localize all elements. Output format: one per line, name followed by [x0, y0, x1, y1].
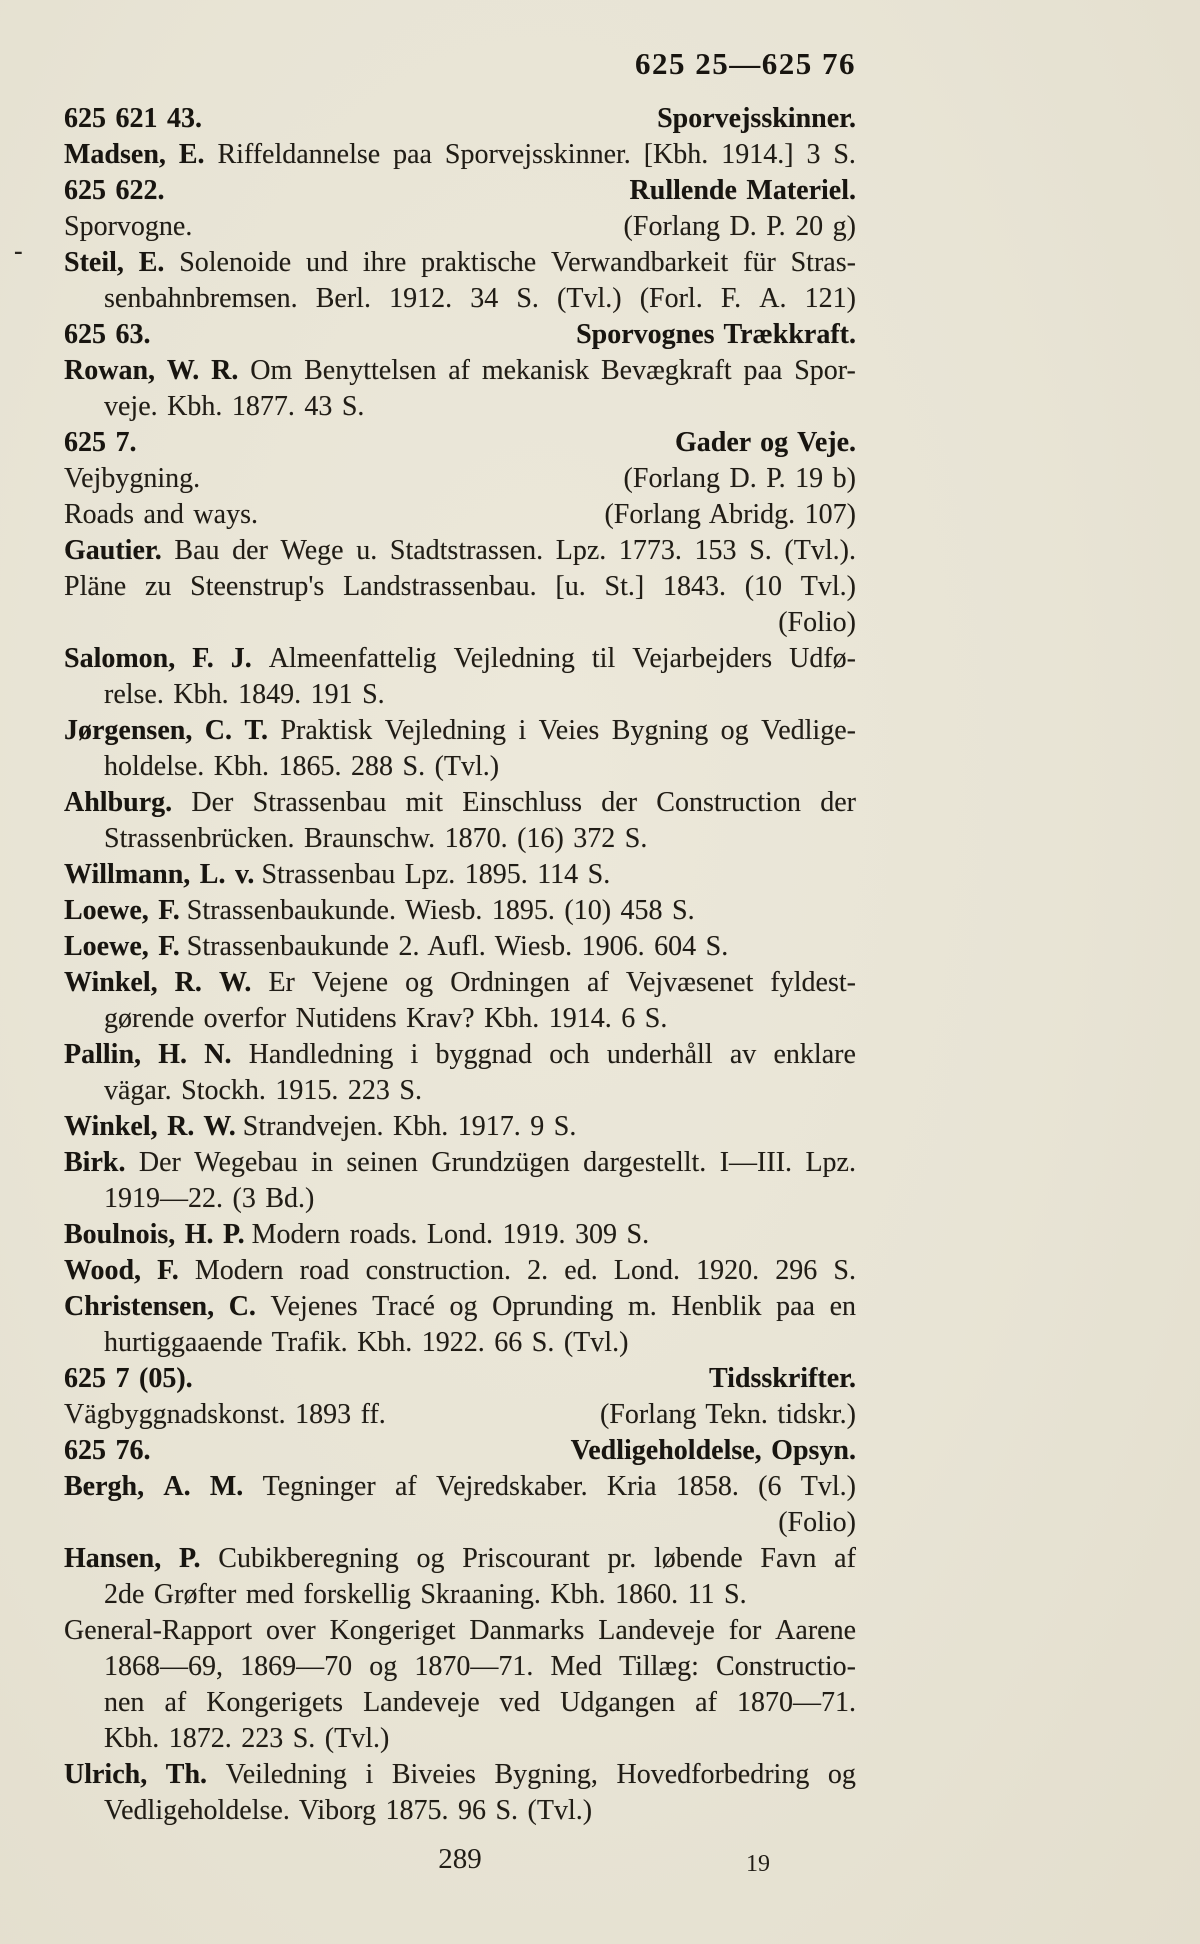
word: construction. [365, 1255, 511, 1286]
word: paa [743, 355, 783, 386]
word: Solenoide [179, 247, 292, 278]
entry-first-line [64, 785, 856, 821]
section-heading-line [64, 317, 856, 353]
entry-author-word: W. [218, 967, 252, 998]
entry-author-word: F. [192, 643, 214, 674]
word: seinen [346, 1147, 418, 1178]
word: S. [749, 535, 772, 566]
entry-text-line [64, 1613, 856, 1649]
word: af [587, 967, 609, 998]
word: Stras- [790, 247, 856, 278]
section-heading-line [64, 1361, 856, 1397]
section-code: 625 7 (05). [64, 1363, 193, 1394]
word: Vejledning [384, 715, 507, 746]
word: Tegninger [262, 1471, 376, 1502]
section-title: Sporvejsskinner. [657, 103, 856, 134]
word: i [365, 1759, 374, 1790]
entry-author-word: T. [244, 715, 269, 746]
entry-author-word: Winkel, [64, 967, 158, 998]
word: 1843. [662, 571, 726, 602]
word: Vejledning [453, 643, 575, 674]
entry-first-line [64, 533, 856, 569]
word: underhåll [606, 1039, 713, 1070]
word: Priscourant [462, 1543, 590, 1574]
word: der [232, 535, 268, 566]
entry-author-word: Bergh, [64, 1471, 145, 1502]
print-signature: 19 [746, 1851, 770, 1877]
word: 1870—71. [414, 1651, 534, 1682]
section-title: Rullende Materiel. [629, 175, 856, 206]
word: Vejvæsenet [625, 967, 754, 998]
entry-author-word: Madsen, [64, 139, 166, 170]
entry-author-word: C. [228, 1291, 256, 1322]
word: 153 [694, 535, 737, 566]
entry-text-line: 2de Grøfter med forskellig Skraaning. Kbh. 1860. 11 S. [104, 1579, 747, 1610]
entry-text-line: holdelse. Kbh. 1865. 288 S. (Tvl.) [104, 751, 500, 782]
word: Bevægkraft [600, 355, 732, 386]
word: Construction [656, 787, 801, 818]
word: Bygning [611, 715, 709, 746]
word: 121) [804, 283, 856, 314]
entry-author-word: Birk. [64, 1147, 126, 1178]
word: en [829, 1291, 856, 1322]
word: ed. [564, 1255, 598, 1286]
word: enklare [773, 1039, 856, 1070]
page-number: 289 [438, 1843, 482, 1875]
word: Tvl.) [800, 1471, 856, 1502]
section-heading-line [64, 173, 856, 209]
reference-note: (Forlang D. P. 19 b) [623, 463, 856, 494]
work-title: Vejbygning. [64, 463, 201, 494]
word: Der [191, 787, 234, 818]
word: Vejenes [270, 1291, 358, 1322]
word: Handledning [248, 1039, 394, 1070]
entry-first-line [64, 1145, 856, 1181]
word: und [306, 247, 349, 278]
entry-first-line [64, 965, 856, 1001]
word: och [549, 1039, 590, 1070]
word: Landstrassenbau. [343, 571, 537, 602]
word: Vejene [311, 967, 389, 998]
word: Berl. [315, 283, 371, 314]
word: Landeveje [363, 1687, 480, 1718]
word: af [695, 1687, 717, 1718]
entry-author-word: F. [157, 1255, 179, 1286]
word: Praktisk [280, 715, 373, 746]
entry-first-line [64, 353, 856, 389]
word: der [820, 787, 856, 818]
word: (Tvl.) [557, 283, 622, 314]
word: af [448, 355, 470, 386]
word: senbahnbremsen. [104, 283, 298, 314]
entry-author-word: E. [138, 247, 165, 278]
entry-author-word: N. [204, 1039, 232, 1070]
entry-text-line: hurtiggaaende Trafik. Kbh. 1922. 66 S. (Tvl.) [104, 1327, 629, 1358]
section-heading-line [64, 425, 856, 461]
word: byggnad [435, 1039, 532, 1070]
word: General-Rapport [64, 1615, 253, 1646]
word: Stadtstrassen. [389, 535, 544, 566]
entry-text-line: relse. Kbh. 1849. 191 S. [104, 679, 385, 710]
entry-author-word: Rowan, [64, 355, 156, 386]
word: pr. [607, 1543, 637, 1574]
word: Strassenbau [252, 787, 387, 818]
word: für [743, 247, 776, 278]
entry-author: Winkel, R. W. [64, 1111, 236, 1142]
word: for [728, 1615, 762, 1646]
word: paa [393, 139, 432, 170]
word: Bygning, [494, 1759, 598, 1790]
word: der [601, 787, 638, 818]
word: S. [833, 1255, 856, 1286]
word: i [518, 715, 527, 746]
word: Danmarks [469, 1615, 585, 1646]
entry-author-word: Salomon, [64, 643, 176, 674]
section-title: Vedligeholdelse, Opsyn. [570, 1435, 856, 1466]
word: Udgangen [560, 1687, 676, 1718]
text-column [64, 46, 856, 1829]
section-code: 625 76. [64, 1435, 151, 1466]
word: F. [720, 283, 742, 314]
word: Wege [280, 535, 344, 566]
entry-author-word: P. [179, 1543, 201, 1574]
entry-author-word: Ahlburg. [64, 787, 173, 818]
section-code: 625 621 43. [64, 103, 202, 134]
word: løbende [654, 1543, 743, 1574]
word: ihre [362, 247, 407, 278]
word: og [369, 1651, 398, 1682]
word: Om [250, 355, 293, 386]
word: Spor- [794, 355, 856, 386]
entry-author-word: R. [174, 967, 202, 998]
format-note-line: (Folio) [778, 607, 856, 638]
word: 3 [806, 139, 821, 170]
word: S. [516, 283, 539, 314]
word: ved [499, 1687, 541, 1718]
cross-reference-line [64, 497, 856, 533]
work-title: Roads and ways. [64, 499, 258, 530]
entry-text-line: 1919—22. (3 Bd.) [104, 1183, 315, 1214]
entry-author-word: M. [209, 1471, 244, 1502]
entry-author-word: Wood, [64, 1255, 142, 1286]
word: Almeenfattelig [268, 643, 437, 674]
word: I—III. [719, 1147, 793, 1178]
word: Vedlige- [761, 715, 856, 746]
entry-author-word: Christensen, [64, 1291, 215, 1322]
word: [Kbh. [643, 139, 709, 170]
word: 2. [527, 1255, 549, 1286]
word: Kongerigets [206, 1687, 344, 1718]
word: Bau [174, 535, 220, 566]
word: [u. [555, 571, 586, 602]
cross-reference-line [64, 209, 856, 245]
text-block [64, 101, 856, 1829]
reference-note: (Forlang Tekn. tidskr.) [599, 1399, 856, 1430]
entry-first-line: Loewe, F. Strassenbaukunde 2. Aufl. Wiesb. 1906. 604 S. [64, 931, 729, 962]
entry-first-line [64, 713, 856, 749]
entry-text-line: vägar. Stockh. 1915. 223 S. [104, 1075, 422, 1106]
word: Benyttelsen [304, 355, 437, 386]
word: praktische [421, 247, 537, 278]
word: Steenstrup's [190, 571, 325, 602]
entry-author-word: E. [178, 139, 205, 170]
entry-first-line: Loewe, F. Strassenbaukunde. Wiesb. 1895. (10) 458 S. [64, 895, 695, 926]
word: Landeveje [598, 1615, 715, 1646]
entry-author-word: Steil, [64, 247, 124, 278]
entry-first-line [64, 641, 856, 677]
word: i [410, 1039, 419, 1070]
word: 1868—69, [104, 1651, 223, 1682]
word: Hovedforbedring [616, 1759, 810, 1790]
word: Wegebau [194, 1147, 298, 1178]
word: mekanisk [481, 355, 590, 386]
section-title: Tidsskrifter. [708, 1363, 856, 1394]
section-code: 625 63. [64, 319, 151, 350]
word: Ordningen [450, 967, 570, 998]
entry-first-line [64, 1253, 856, 1289]
word: Cubikberegning [218, 1543, 399, 1574]
entry-author-word: W. [166, 355, 200, 386]
word: Tracé [372, 1291, 435, 1322]
word: u. [356, 535, 378, 566]
word: 1870—71. [736, 1687, 856, 1718]
word: Favn [760, 1543, 817, 1574]
word: Pläne [64, 571, 127, 602]
entry-author: Willmann, L. v. [64, 859, 255, 890]
word: Med [550, 1651, 602, 1682]
word: 1869—70 [240, 1651, 353, 1682]
entry-first-line: Willmann, L. v. Strassenbau Lpz. 1895. 114 S. [64, 859, 611, 890]
entry-text-line: Kbh. 1872. 223 S. (Tvl.) [104, 1723, 390, 1754]
word: Oprunding [492, 1291, 614, 1322]
word: af [834, 1543, 856, 1574]
word: Tvl.) [800, 571, 856, 602]
word: Verwandbarkeit [551, 247, 729, 278]
word: Kongeriget [329, 1615, 456, 1646]
section-title: Sporvognes Trækkraft. [576, 319, 856, 350]
format-note-line: (Folio) [778, 1507, 856, 1538]
word: av [729, 1039, 757, 1070]
word: Aarene [775, 1615, 856, 1646]
word: Veiledning [225, 1759, 347, 1790]
section-code: 625 622. [64, 175, 165, 206]
word: af [164, 1687, 187, 1718]
word: road [299, 1255, 350, 1286]
word: 34 [470, 283, 499, 314]
word: 1773. [618, 535, 682, 566]
word: Der [138, 1147, 181, 1178]
word: Sporvejsskinner. [444, 139, 631, 170]
word: og [416, 1543, 445, 1574]
word: Einschluss [462, 787, 583, 818]
word: nen [104, 1687, 145, 1718]
entry-text-line: Vedligeholdelse. Viborg 1875. 96 S. (Tvl.) [104, 1795, 593, 1826]
scan-artifact-mark: - [14, 236, 23, 265]
entry-text-line: gørende overfor Nutidens Krav? Kbh. 1914. 6 S. [104, 1003, 668, 1034]
word: zu [144, 571, 172, 602]
word: over [265, 1615, 316, 1646]
entry-text-line: veje. Kbh. 1877. 43 S. [104, 391, 365, 422]
entry-first-line [64, 245, 856, 281]
entry-first-line [64, 1289, 856, 1325]
word: in [311, 1147, 333, 1178]
word: fyldest- [770, 967, 856, 998]
entry-author-word: Pallin, [64, 1039, 142, 1070]
section-heading-line [64, 1433, 856, 1469]
entry-author: Boulnois, H. P. [64, 1219, 245, 1250]
word: (Tvl.). [784, 535, 856, 566]
word: S. [833, 139, 856, 170]
word: Lpz. [555, 535, 607, 566]
entry-first-line: Winkel, R. W. Strandvejen. Kbh. 1917. 9 S. [64, 1111, 577, 1142]
word: Kria [606, 1471, 657, 1502]
word: 1912. [389, 283, 453, 314]
entry-text-line [64, 281, 856, 317]
word: og [449, 1291, 478, 1322]
section-title: Gader og Veje. [674, 427, 856, 458]
word: dargestellt. [583, 1147, 707, 1178]
word: Constructio- [716, 1651, 856, 1682]
entry-author-word: Th. [165, 1759, 208, 1790]
entry-text-line [64, 569, 856, 605]
work-title: Sporvogne. [64, 211, 193, 242]
word: mit [405, 787, 443, 818]
word: 1858. [675, 1471, 739, 1502]
word: til [591, 643, 616, 674]
word: Riffeldannelse [217, 139, 381, 170]
word: Modern [194, 1255, 284, 1286]
entry-author-word: J. [230, 643, 252, 674]
entry-author: Loewe, F. [64, 931, 180, 962]
word: Udfø- [789, 643, 856, 674]
entry-author-word: H. [158, 1039, 188, 1070]
entry-first-line [64, 1469, 856, 1505]
word: af [394, 1471, 417, 1502]
entry-text-line: Strassenbrücken. Braunschw. 1870. (16) 372 S. [104, 823, 648, 854]
entry-author-word: Ulrich, [64, 1759, 148, 1790]
entry-author: Loewe, F. [64, 895, 180, 926]
entry-author-word: Gautier. [64, 535, 162, 566]
word: 1920. [696, 1255, 760, 1286]
word: (10 [744, 571, 783, 602]
page-header-range: 625 25—625 76 [635, 46, 856, 81]
word: (6 [758, 1471, 782, 1502]
word: Er [268, 967, 295, 998]
entry-author-word: C. [204, 715, 232, 746]
word: Lpz. [805, 1147, 856, 1178]
cross-reference-line [64, 1397, 856, 1433]
word: (Forl. [639, 283, 703, 314]
word: St.] [604, 571, 645, 602]
cross-reference-line [64, 461, 856, 497]
word: og [827, 1759, 856, 1790]
word: Veies [538, 715, 600, 746]
word: Vejarbejders [632, 643, 773, 674]
word: Tillæg: [618, 1651, 699, 1682]
section-heading-line [64, 101, 856, 137]
word: Henblik [671, 1291, 762, 1322]
entry-first-line [64, 137, 856, 173]
section-code: 625 7. [64, 427, 137, 458]
word: 296 [775, 1255, 818, 1286]
entry-text-line [64, 1685, 856, 1721]
entry-author-word: R. [211, 355, 239, 386]
word: Lond. [613, 1255, 680, 1286]
entry-author-word: A. [163, 1471, 191, 1502]
word: paa [776, 1291, 815, 1322]
entry-first-line: Boulnois, H. P. Modern roads. Lond. 1919. 309 S. [64, 1219, 650, 1250]
word: m. [627, 1291, 657, 1322]
entry-text-line [64, 1649, 856, 1685]
word: Biveies [391, 1759, 476, 1790]
word: 1914.] [721, 139, 794, 170]
word: og [720, 715, 749, 746]
entry-author-word: Hansen, [64, 1543, 162, 1574]
reference-note: (Forlang Abridg. 107) [604, 499, 856, 530]
entry-first-line [64, 1037, 856, 1073]
reference-note: (Forlang D. P. 20 g) [623, 211, 856, 242]
word: A. [759, 283, 787, 314]
word: Grundzügen [431, 1147, 570, 1178]
entry-author-word: Jørgensen, [64, 715, 193, 746]
word: og [405, 967, 434, 998]
entry-first-line [64, 1541, 856, 1577]
entry-first-line [64, 1757, 856, 1793]
word: Vejredskaber. [435, 1471, 588, 1502]
work-title: Vägbyggnadskonst. 1893 ff. [64, 1399, 386, 1430]
